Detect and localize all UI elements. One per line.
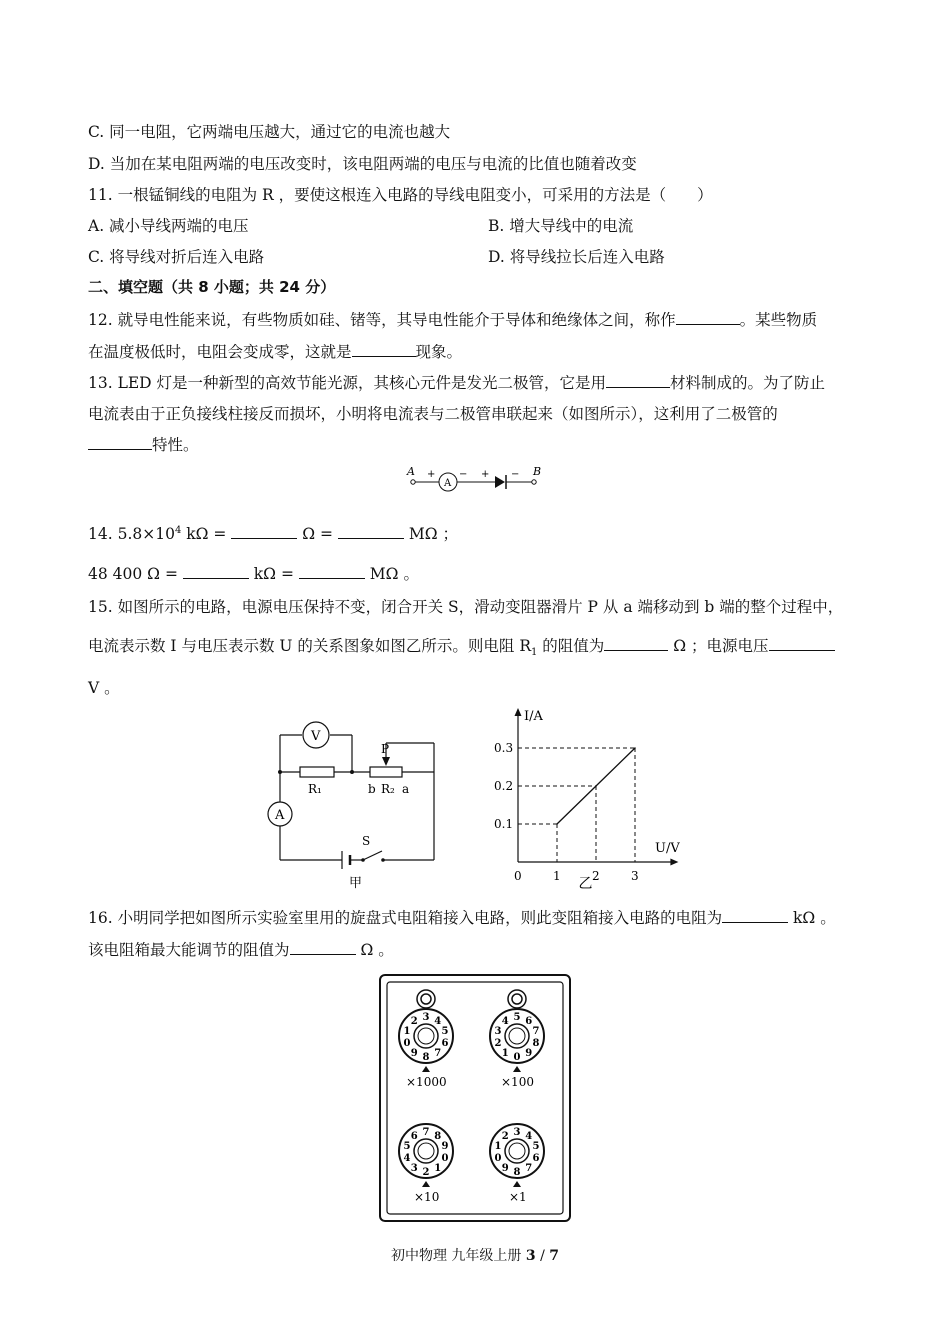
- dial-digit: 5: [532, 1140, 540, 1152]
- switch-contact: [381, 858, 385, 862]
- q13-line3: [88, 433, 199, 455]
- q13-line2: 电流表由于正负接线柱接反而损坏，小明将电流表与二极管串联起来（如图所示），这利用了二极管的: [88, 405, 778, 423]
- dial-digit: 5: [441, 1025, 449, 1037]
- graph-caption: 乙: [578, 876, 593, 890]
- dial-digit: 1: [501, 1048, 509, 1060]
- dial-digit: 6: [410, 1130, 418, 1142]
- q16-line1: [88, 906, 836, 928]
- dial-digit: 8: [422, 1052, 430, 1063]
- q14-blank-2[interactable]: [338, 524, 404, 539]
- q11-option-b: B. 增大导线中的电流: [488, 217, 634, 235]
- y-tick-label: 0.2: [494, 779, 514, 793]
- q12-text-3: 在温度极低时，电阻会变成零，这就是: [88, 343, 352, 361]
- q12-line1: [88, 308, 817, 330]
- dial-digit: 4: [434, 1015, 442, 1027]
- dial-digit: 2: [422, 1167, 430, 1178]
- q10-option-c: C. 同一电阻，它两端电压越大，通过它的电流也越大: [88, 123, 451, 141]
- dial-knob-inner: [509, 1028, 525, 1044]
- section-title: 二、填空题（共 8 小题；共 24 分）: [88, 278, 336, 296]
- dial-digit: 0: [494, 1153, 502, 1165]
- dial-digit: 6: [525, 1015, 533, 1027]
- q13-text-2: 材料制成的。为了防止: [670, 374, 826, 392]
- junction: [350, 770, 354, 774]
- dial-multiplier-label: ×10: [414, 1190, 440, 1204]
- junction: [278, 770, 282, 774]
- dial-digit: 8: [532, 1038, 540, 1050]
- dial-knob-inner: [418, 1028, 434, 1044]
- dial-digit: 6: [532, 1153, 540, 1165]
- dial-digit: 1: [434, 1163, 442, 1175]
- dial-digit: 7: [422, 1127, 430, 1138]
- data-point: [556, 823, 558, 825]
- page-total: 7: [549, 1248, 560, 1264]
- r2-label: R₂: [381, 782, 395, 796]
- dial-multiplier-label: ×100: [501, 1075, 534, 1089]
- q12-text-4: 现象。: [415, 343, 463, 361]
- dial-digit: 7: [525, 1163, 533, 1175]
- terminal-knob-inner: [421, 994, 431, 1004]
- dial-digit: 2: [410, 1015, 418, 1027]
- box-outer: [380, 975, 570, 1221]
- data-point: [595, 785, 597, 787]
- dial-digit: 7: [434, 1048, 442, 1060]
- q15-text: Ω ；电源电压: [668, 637, 769, 655]
- q16-blank-2[interactable]: [290, 940, 356, 955]
- dial-digit: 9: [441, 1140, 449, 1152]
- q11-stem: 11. 一根锰铜线的电阻为 R ，要使这根连入电路的导线电阻变小，可采用的方法是（ ）: [88, 186, 713, 204]
- dial-digit: 2: [494, 1038, 502, 1050]
- dial-digit: 5: [513, 1012, 521, 1023]
- q11-option-d: D. 将导线拉长后连入电路: [488, 248, 665, 266]
- dial-multiplier-label: ×1: [509, 1190, 527, 1204]
- y-tick-label: 0.1: [494, 817, 514, 831]
- q14-value: 14. 5.8×10: [88, 525, 175, 543]
- y-axis-arrow-icon: [515, 708, 522, 716]
- q12-blank-1[interactable]: [676, 310, 740, 325]
- q14-value-2: 48 400 Ω =: [88, 565, 183, 583]
- x-tick-label: 1: [553, 869, 561, 883]
- iu-graph: [486, 704, 686, 890]
- ammeter-label: A: [275, 808, 285, 823]
- q16-text: Ω 。: [355, 941, 394, 959]
- dial-digit: 3: [513, 1127, 521, 1138]
- q13-text-4: 特性。: [152, 436, 199, 454]
- page-number: 3: [525, 1248, 536, 1264]
- q14-exponent: 4: [174, 524, 182, 536]
- q14-blank-3[interactable]: [183, 564, 249, 579]
- dial-digit: 3: [494, 1025, 502, 1037]
- dial-digit: 4: [403, 1153, 411, 1165]
- q14-unit: MΩ ；: [403, 525, 459, 543]
- end-a-label: a: [402, 782, 410, 796]
- diode-plus: +: [481, 469, 490, 480]
- dial-digit: 1: [494, 1140, 502, 1152]
- terminal-b: [532, 480, 536, 484]
- dial-digit: 8: [434, 1130, 442, 1142]
- r1-label: R₁: [308, 782, 322, 796]
- y-tick-label: 0.3: [494, 741, 514, 755]
- circuit-diagram: [262, 715, 452, 895]
- voltmeter-label: V: [311, 729, 321, 744]
- dial-digit: 9: [501, 1163, 509, 1175]
- dial-digit: 6: [441, 1038, 449, 1050]
- q12-blank-2[interactable]: [352, 342, 416, 357]
- x-tick-label: 2: [592, 869, 600, 883]
- ammeter-label: A: [444, 478, 452, 489]
- resistance-box: [378, 973, 574, 1225]
- q16-line2: [88, 938, 394, 960]
- q14-line1: [88, 522, 458, 544]
- q12-text-2: 。某些物质: [739, 311, 818, 329]
- terminal-knob-inner: [512, 994, 522, 1004]
- q12-text-1: 12. 就导电性能来说，有些物质如硅、锗等，其导电性能介于导体和绝缘体之间，称作: [88, 311, 676, 329]
- q15-line3: V 。: [88, 679, 120, 697]
- dial-digit: 3: [422, 1012, 430, 1023]
- slider-arrow-icon: [382, 757, 390, 766]
- q15-text: 的阻值为: [537, 637, 605, 655]
- q13-line1: [88, 371, 825, 393]
- dial-digit: 8: [513, 1167, 521, 1178]
- meter-minus: −: [459, 469, 468, 480]
- dial-digit: 0: [441, 1153, 449, 1165]
- q15-line1: 15. 如图所示的电路，电源电压保持不变，闭合开关 S，滑动变阻器滑片 P 从 a 端移动到 b 端的整个过程中，: [88, 598, 844, 616]
- q13-text-1: 13. LED 灯是一种新型的高效节能光源，其核心元件是发光二极管，它是用: [88, 374, 607, 392]
- data-point: [634, 747, 636, 749]
- x-axis-arrow-icon: [670, 859, 678, 866]
- q15-text: 电流表示数 I 与电压表示数 U 的关系图象如图乙所示。则电阻 R: [88, 637, 531, 655]
- dial-digit: 5: [403, 1140, 411, 1152]
- q13-label-b: B: [533, 465, 542, 478]
- q14-unit: kΩ =: [181, 525, 232, 543]
- switch-icon: [363, 851, 382, 860]
- end-b-label: b: [368, 782, 376, 796]
- diode-icon: [495, 476, 505, 488]
- q15-line2: [88, 634, 835, 658]
- dial-digit: 4: [525, 1130, 533, 1142]
- rheostat-r2: [370, 767, 402, 777]
- dial-digit: 1: [403, 1025, 411, 1037]
- page-separator: /: [535, 1248, 550, 1264]
- q15-blank-1[interactable]: [604, 636, 668, 651]
- q13-figure: [405, 462, 555, 498]
- dial-digit: 9: [525, 1048, 533, 1060]
- terminal-a: [411, 480, 415, 484]
- q15-blank-2[interactable]: [769, 636, 835, 651]
- dial-digit: 7: [532, 1025, 540, 1037]
- q11-option-c: C. 将导线对折后连入电路: [88, 248, 265, 266]
- q16-blank-1[interactable]: [722, 908, 788, 923]
- dial-digit: 3: [410, 1163, 418, 1175]
- q14-unit: kΩ =: [248, 565, 299, 583]
- dial-digit: 2: [501, 1130, 509, 1142]
- slider-label: P: [381, 742, 390, 756]
- q16-text: kΩ 。: [788, 909, 836, 927]
- circuit-caption: 甲: [349, 876, 363, 891]
- switch-label: S: [362, 834, 371, 848]
- q14-line2: [88, 562, 419, 584]
- resistor-r1: [300, 767, 334, 777]
- q12-line2: [88, 340, 462, 362]
- q10-option-d: D. 当加在某电阻两端的电压改变时，该电阻两端的电压与电流的比值也随着改变: [88, 155, 637, 173]
- q14-unit: MΩ 。: [364, 565, 419, 583]
- x-tick-label: 0: [514, 869, 522, 883]
- q14-blank-1[interactable]: [231, 524, 297, 539]
- diode-minus: −: [511, 469, 520, 480]
- q14-blank-4[interactable]: [299, 564, 365, 579]
- y-axis-label: I/A: [524, 709, 543, 724]
- dial-knob-inner: [509, 1143, 525, 1159]
- q16-text: 该电阻箱最大能调节的阻值为: [88, 941, 290, 959]
- footer-title: 初中物理 九年级上册: [390, 1248, 526, 1264]
- dial-multiplier-label: ×1000: [406, 1075, 447, 1089]
- dial-digit: 4: [501, 1015, 509, 1027]
- q16-text: 16. 小明同学把如图所示实验室里用的旋盘式电阻箱接入电路，则此变阻箱接入电路的电阻为: [88, 909, 723, 927]
- dial-digit: 0: [403, 1038, 411, 1050]
- q13-label-a: A: [407, 465, 415, 478]
- x-axis-label: U/V: [655, 841, 680, 856]
- dial-digit: 9: [410, 1048, 418, 1060]
- x-tick-label: 3: [631, 869, 639, 883]
- q14-unit: Ω =: [297, 525, 338, 543]
- q13-blank-2[interactable]: [88, 435, 152, 450]
- dial-digit: 0: [513, 1052, 521, 1063]
- meter-plus: +: [427, 469, 436, 480]
- page-footer: [0, 1245, 950, 1265]
- q11-option-a: A. 减小导线两端的电压: [88, 217, 249, 235]
- q13-blank-1[interactable]: [606, 373, 670, 388]
- dial-knob-inner: [418, 1143, 434, 1159]
- q15-subscript: 1: [531, 647, 538, 659]
